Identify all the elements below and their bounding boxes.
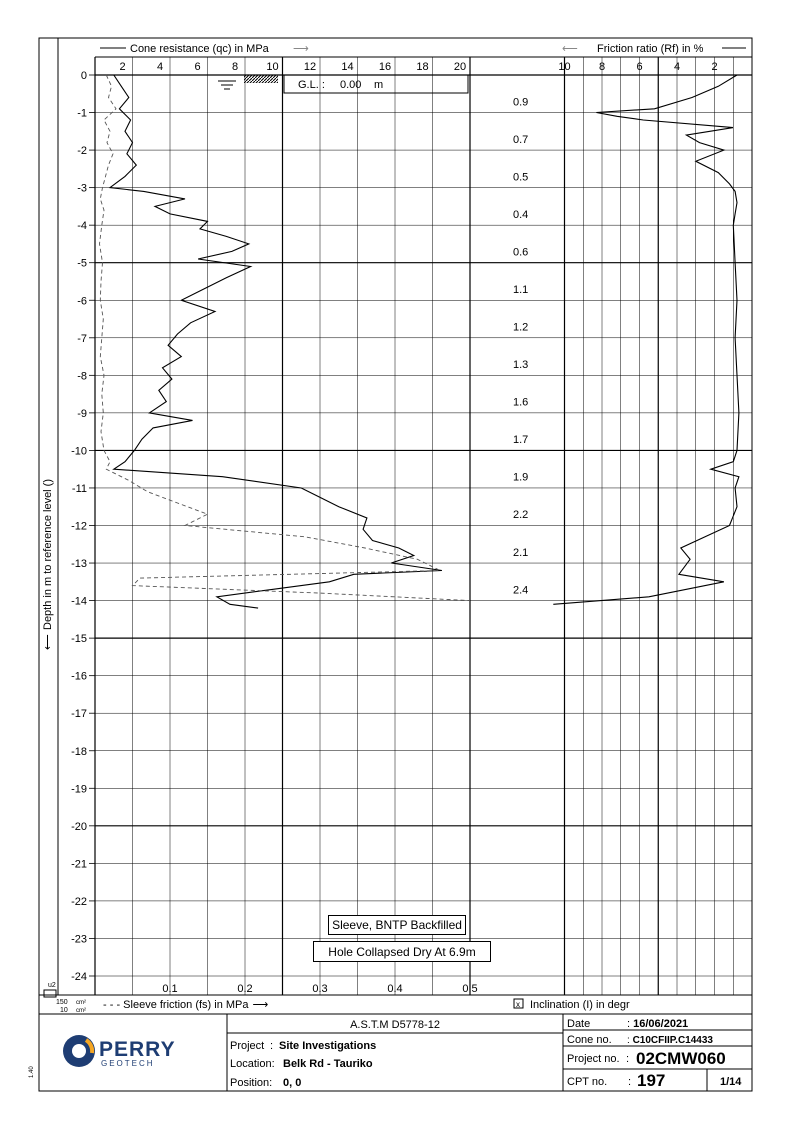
depth-tick-label: -15 [71,633,87,646]
rf-annotation: 2.1 [513,546,529,559]
qc-tick-label: 8 [231,61,239,73]
rf-tick-label: 10 [558,61,571,73]
rf-tick-label: 6 [636,61,643,73]
cone-value: : C10CFIIP.C14433 [627,1035,713,1046]
rf-label-arrow: ⟵ [562,43,578,55]
location-label: Location: [230,1058,275,1070]
rf-annotation: 0.5 [513,171,529,184]
depth-tick-label: -7 [77,332,87,345]
svg-text:cm²: cm² [76,1008,86,1014]
gl-value: 0.00 [340,79,362,91]
qc-tick-label: 14 [341,61,354,73]
sheet-number: 1/14 [720,1076,742,1088]
rf-annotation: 2.4 [513,584,529,597]
svg-text:GEOTECH: GEOTECH [101,1059,155,1068]
depth-tick-label: -10 [71,445,87,458]
note-sleeve-backfilled: Sleeve, BNTP Backfilled [328,915,466,935]
fs-tick-label: 0.2 [237,983,253,995]
depth-axis-label: Depth in m to reference level () [42,478,54,630]
qc-tick-label: 16 [378,61,392,73]
depth-tick-label: -24 [71,971,87,983]
qc-tick-label: 10 [266,61,279,73]
inclination-checkbox-mark: x [516,1000,520,1009]
ground-level-symbol [218,75,278,89]
fs-tick-label: 0.1 [162,983,178,995]
chart-series [100,75,739,608]
position-label: Position: [230,1077,273,1089]
fs-tick-label: 0.3 [312,983,328,995]
qc-axis-label: Cone resistance (qc) in MPa [130,43,269,55]
qc-tick-label: 20 [453,61,467,73]
location-value: Belk Rd - Tauriko [283,1058,373,1070]
rf-annotation: 1.2 [513,321,529,334]
rf-annotation: 0.7 [513,133,529,146]
pore-pressure-note [44,982,86,1014]
margin-mark: 1.40 [29,1066,35,1078]
depth-tick-label: -23 [71,933,87,946]
cpt-sep: : [628,1076,632,1088]
svg-text:u2: u2 [48,982,56,989]
position-value: 0, 0 [283,1077,302,1089]
rf-tick-label: 4 [673,61,681,73]
depth-tick-label: -11 [71,482,87,495]
svg-text:PERRY: PERRY [99,1038,176,1061]
series-rf-line [553,75,739,604]
projno-label: Project no. [567,1053,620,1065]
rf-annotation: 0.4 [513,208,529,221]
rf-annotations [513,96,528,596]
rf-axis-label: Friction ratio (Rf) in % [597,43,704,55]
standard-label: A.S.T.M D5778-12 [350,1019,440,1031]
depth-tick-label: -13 [71,558,87,571]
depth-tick-label: -19 [71,783,87,796]
note-hole-collapsed: Hole Collapsed Dry At 6.9m [313,941,491,962]
depth-tick-label: -16 [71,670,87,683]
rf-annotation: 2.2 [513,509,529,522]
rf-annotation: 0.6 [513,246,529,259]
rf-annotation: 1.6 [513,396,529,409]
qc-tick-label: 6 [194,61,201,73]
depth-tick-label: -12 [71,520,87,533]
svg-text:150: 150 [56,999,68,1006]
rf-annotation: 1.9 [513,471,529,484]
qc-tick-label: 12 [303,61,317,73]
svg-text:10: 10 [60,1007,68,1014]
rf-annotation: 1.3 [513,359,529,372]
fs-axis-label: - - - Sleeve friction (fs) in MPa ⟶ [103,999,269,1011]
gl-label: G.L. : [298,79,325,91]
rf-annotation: 0.9 [513,96,529,109]
depth-tick-label: -4 [77,220,87,233]
svg-text:cm²: cm² [76,1000,86,1006]
inclination-label: Inclination (I) in degr [530,999,630,1011]
cpt-label: CPT no. [567,1076,608,1088]
depth-tick-label: -20 [71,820,87,833]
perry-geotech-logo [63,1035,176,1068]
depth-tick-label: -9 [77,407,87,420]
qc-tick-label: 4 [156,61,164,73]
depth-tick-label: -6 [77,295,87,308]
projno-value: 02CMW060 [636,1049,726,1068]
cone-label: Cone no. [567,1034,612,1046]
fs-tick-label: 0.5 [462,983,478,995]
qc-tick-label: 2 [119,61,126,73]
qc-tick-label: 18 [416,61,429,73]
qc-label-arrow: ⟶ [293,43,309,55]
cpt-value: 197 [637,1071,666,1090]
projno-sep: : [626,1053,630,1065]
depth-tick-label: -14 [71,595,87,608]
date-value: : 16/06/2021 [627,1018,689,1030]
fs-tick-label: 0.4 [387,983,403,995]
depth-tick-label: 0 [80,70,87,82]
date-label: Date [567,1018,591,1030]
depth-tick-label: -8 [77,370,87,383]
depth-tick-label: -5 [77,257,87,270]
depth-tick-label: -3 [77,182,87,195]
rf-tick-label: 8 [598,61,606,73]
depth-tick-label: -2 [77,145,87,158]
depth-tick-label: -18 [71,745,87,758]
project-sep: : [270,1040,274,1052]
depth-tick-label: -21 [71,858,87,871]
depth-tick-label: -22 [71,895,87,908]
depth-tick-label: -1 [77,107,87,120]
series-qc-line [110,75,442,608]
rf-annotation: 1.7 [513,434,529,447]
project-value: Site Investigations [279,1040,377,1052]
project-label: Project [230,1040,265,1052]
rf-tick-label: 2 [711,61,718,73]
depth-tick-label: -17 [71,708,87,721]
gl-unit: m [374,79,384,91]
depth-axis-arrow: ⟵ [42,634,54,650]
rf-annotation: 1.1 [513,283,529,296]
